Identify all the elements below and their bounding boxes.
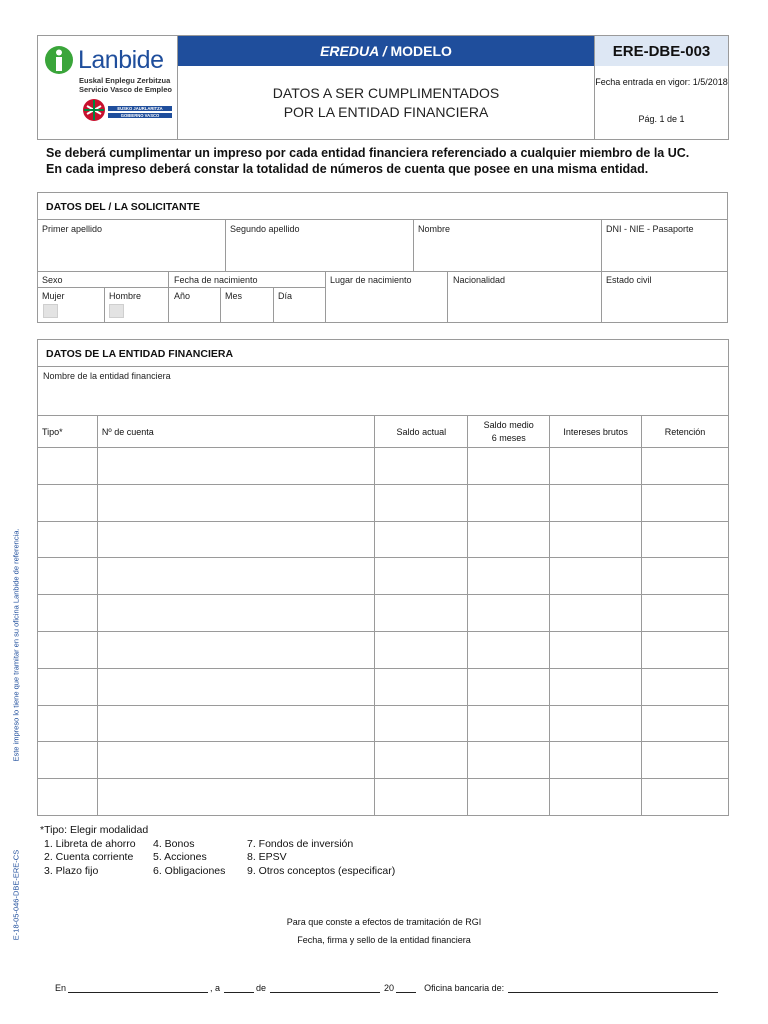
table-row xyxy=(38,742,729,779)
table-row xyxy=(38,484,729,521)
id-doc-label: DNI - NIE - Pasaporte xyxy=(606,224,694,234)
table-cell[interactable] xyxy=(375,484,468,521)
form-code: ERE-DBE-003 xyxy=(594,36,728,66)
sign-office: Oficina bancaria de: xyxy=(424,983,505,993)
table-cell[interactable] xyxy=(38,558,98,595)
form-meta xyxy=(594,66,728,139)
side-note: Este impreso lo tiene que tramitar en su oficina Lanbide de referencia. xyxy=(11,528,21,762)
accounts-table xyxy=(37,415,729,816)
female-checkbox[interactable] xyxy=(43,304,58,318)
table-cell[interactable] xyxy=(375,705,468,742)
model-band xyxy=(178,36,594,66)
table-row xyxy=(38,779,729,816)
form-header xyxy=(37,35,729,140)
table-cell[interactable] xyxy=(97,595,374,632)
form-title: DATOS A SER CUMPLIMENTADOS POR LA ENTIDAD FINANCIERA xyxy=(272,84,500,120)
table-cell[interactable] xyxy=(550,448,642,485)
table-row xyxy=(38,668,729,705)
col-balance: Saldo actual xyxy=(375,416,468,448)
table-cell[interactable] xyxy=(550,484,642,521)
table-cell[interactable] xyxy=(642,705,729,742)
type-legend xyxy=(40,824,395,878)
table-cell[interactable] xyxy=(97,521,374,558)
table-cell[interactable] xyxy=(550,705,642,742)
birth-place-label: Lugar de nacimiento xyxy=(330,275,412,285)
table-cell[interactable] xyxy=(375,668,468,705)
col-type: Tipo* xyxy=(38,416,98,448)
table-cell[interactable] xyxy=(97,484,374,521)
table-header-row xyxy=(38,416,729,448)
table-row xyxy=(38,595,729,632)
table-cell[interactable] xyxy=(642,558,729,595)
col-account: Nº de cuenta xyxy=(97,416,374,448)
table-cell[interactable] xyxy=(375,558,468,595)
type-legend-col1: 1. Libreta de ahorro 2. Cuenta corriente 3. Plazo fijo xyxy=(44,837,136,877)
second-surname-label: Segundo apellido xyxy=(230,224,300,234)
table-cell[interactable] xyxy=(38,631,98,668)
sign-a: , a xyxy=(210,983,221,993)
birth-date-label: Fecha de nacimiento xyxy=(174,275,258,285)
table-cell[interactable] xyxy=(375,779,468,816)
female-label: Mujer xyxy=(42,291,65,301)
male-checkbox[interactable] xyxy=(109,304,124,318)
gobierno-vasco-emblem-icon xyxy=(82,97,174,123)
table-cell[interactable] xyxy=(97,448,374,485)
table-cell[interactable] xyxy=(550,742,642,779)
table-row xyxy=(38,558,729,595)
table-cell[interactable] xyxy=(642,668,729,705)
table-cell[interactable] xyxy=(97,779,374,816)
bank-office-field[interactable] xyxy=(508,984,718,993)
table-cell[interactable] xyxy=(468,779,550,816)
table-cell[interactable] xyxy=(468,558,550,595)
place-field[interactable] xyxy=(68,984,208,993)
col-avg-balance: Saldo medio 6 meses xyxy=(468,416,550,448)
table-cell[interactable] xyxy=(375,595,468,632)
side-code: E-18-05-046-DBE-ERE-CS xyxy=(11,849,21,941)
table-cell[interactable] xyxy=(468,448,550,485)
table-cell[interactable] xyxy=(642,631,729,668)
table-cell[interactable] xyxy=(642,484,729,521)
table-cell[interactable] xyxy=(375,448,468,485)
nationality-label: Nacionalidad xyxy=(453,275,506,285)
table-cell[interactable] xyxy=(375,521,468,558)
logo-brand: Lanbide xyxy=(78,46,164,74)
type-legend-heading: *Tipo: Elegir modalidad xyxy=(40,824,149,836)
month-field[interactable] xyxy=(270,984,380,993)
table-cell[interactable] xyxy=(642,595,729,632)
table-cell[interactable] xyxy=(550,668,642,705)
table-cell[interactable] xyxy=(97,668,374,705)
day-field[interactable] xyxy=(224,984,254,993)
year-label: Año xyxy=(174,291,191,301)
instructions: Se deberá cumplimentar un impreso por cada entidad financiera referenciado a cualquier miembro de la UC. En cada impreso deberá constar la totalidad de números de cuenta que posee en una misma entidad. xyxy=(46,146,690,176)
entity-section xyxy=(37,339,729,416)
table-cell[interactable] xyxy=(38,521,98,558)
name-label: Nombre xyxy=(418,224,451,234)
table-cell[interactable] xyxy=(38,742,98,779)
signature-line xyxy=(55,983,720,993)
effective-date: Fecha entrada en vigor: 1/5/2018 xyxy=(595,77,728,87)
lanbide-logo-icon xyxy=(44,45,74,75)
male-label: Hombre xyxy=(109,291,142,301)
footer-note-signature: Fecha, firma y sello de la entidad financiera xyxy=(297,935,471,945)
table-row xyxy=(38,521,729,558)
table-cell[interactable] xyxy=(550,595,642,632)
logo-area xyxy=(38,36,178,139)
table-cell[interactable] xyxy=(468,668,550,705)
col-withholding: Retención xyxy=(642,416,729,448)
table-cell[interactable] xyxy=(38,595,98,632)
table-cell[interactable] xyxy=(550,631,642,668)
table-cell[interactable] xyxy=(468,595,550,632)
page-number: Pág. 1 de 1 xyxy=(638,114,685,124)
table-cell[interactable] xyxy=(468,705,550,742)
sex-label: Sexo xyxy=(42,275,63,285)
sign-year-prefix: 20 xyxy=(384,983,395,993)
gov-line-2: GOBIERNO VASCO xyxy=(120,113,160,118)
applicant-section-title: DATOS DEL / LA SOLICITANTE xyxy=(46,201,201,213)
table-cell[interactable] xyxy=(97,742,374,779)
table-cell[interactable] xyxy=(38,448,98,485)
table-cell[interactable] xyxy=(468,484,550,521)
table-cell[interactable] xyxy=(38,705,98,742)
col-interest: Intereses brutos xyxy=(550,416,642,448)
table-cell[interactable] xyxy=(375,631,468,668)
table-cell[interactable] xyxy=(468,631,550,668)
first-surname-label: Primer apellido xyxy=(42,224,103,234)
table-cell[interactable] xyxy=(97,705,374,742)
day-label: Día xyxy=(278,291,293,301)
table-cell[interactable] xyxy=(642,448,729,485)
sign-de: de xyxy=(256,983,267,993)
table-row xyxy=(38,705,729,742)
table-cell[interactable] xyxy=(642,779,729,816)
type-legend-col3: 7. Fondos de inversión 8. EPSV 9. Otros conceptos (especificar) xyxy=(247,837,396,877)
table-cell[interactable] xyxy=(550,521,642,558)
gov-line-1: EUSKO JAURLARITZA xyxy=(117,106,163,111)
table-cell[interactable] xyxy=(97,631,374,668)
entity-name-label: Nombre de la entidad financiera xyxy=(43,371,171,381)
table-cell[interactable] xyxy=(468,521,550,558)
month-label: Mes xyxy=(225,291,243,301)
table-cell[interactable] xyxy=(38,779,98,816)
table-cell[interactable] xyxy=(375,742,468,779)
table-cell[interactable] xyxy=(550,558,642,595)
marital-status-label: Estado civil xyxy=(606,275,652,285)
model-label: MODELO xyxy=(390,43,452,59)
logo-subtitle: Euskal Enplegu Zerbitzua Servicio Vasco de Empleo xyxy=(79,76,172,94)
table-row xyxy=(38,631,729,668)
sign-en: En xyxy=(55,983,67,993)
type-legend-col2: 4. Bonos 5. Acciones 6. Obligaciones xyxy=(153,837,226,877)
table-cell[interactable] xyxy=(97,558,374,595)
year-field[interactable] xyxy=(396,984,416,993)
table-cell[interactable] xyxy=(550,779,642,816)
entity-section-title: DATOS DE LA ENTIDAD FINANCIERA xyxy=(46,348,234,360)
applicant-section xyxy=(37,192,728,323)
model-label-italic: EREDUA / xyxy=(320,43,387,59)
table-cell[interactable] xyxy=(468,742,550,779)
table-cell[interactable] xyxy=(38,668,98,705)
footer-note-rgi: Para que conste a efectos de tramitación de RGI xyxy=(286,917,482,927)
table-cell[interactable] xyxy=(38,484,98,521)
table-cell[interactable] xyxy=(642,521,729,558)
table-row xyxy=(38,448,729,485)
table-cell[interactable] xyxy=(642,742,729,779)
